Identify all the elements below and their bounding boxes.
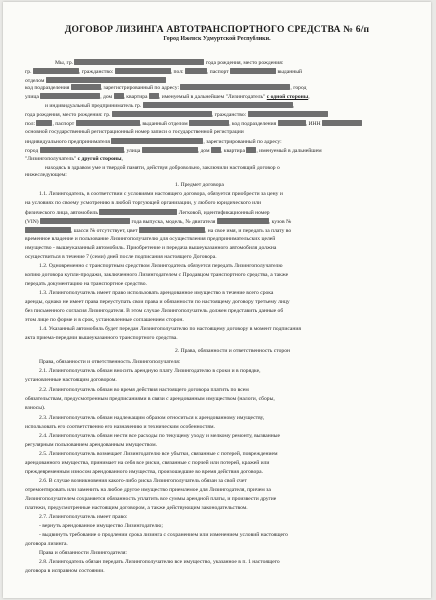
line-text: нижеследующем: [25, 172, 67, 178]
document-line [25, 496, 409, 503]
document-line [25, 348, 409, 355]
line-text: года выпуска, модель, № двигателя [130, 219, 217, 225]
document-line [25, 299, 409, 306]
document-line [25, 93, 409, 101]
line-text: пол: [25, 121, 37, 127]
line-text: , зарегистрированный по адресу: [100, 85, 181, 91]
document-line [25, 191, 409, 198]
document-line [25, 377, 409, 384]
line-text: 1. Предмет договора [175, 182, 224, 188]
line-text: с другой стороны [77, 156, 122, 162]
document-line [25, 478, 409, 485]
document-line [25, 460, 409, 467]
line-text: , гражданство: [211, 112, 248, 118]
line-text: имущество - вышеуказанный автомобиль. Приобретение и передача вышеуказанного автомобиля должна [25, 245, 277, 251]
document-line [25, 568, 409, 575]
redaction-block [40, 93, 100, 99]
document-line [25, 550, 409, 557]
line-text: , паспорт [207, 69, 231, 75]
line-text: , пол: [170, 69, 185, 75]
line-text: копию договора купли-продажи, заключенного Лизингодателем с Продавцом транспортного средства, а также [25, 272, 289, 278]
document-line [25, 200, 409, 207]
line-text: - выдвинуть требование о продлении срока лизинга с сохранением или изменением условий настоящего [39, 532, 288, 538]
redaction-block [74, 59, 204, 65]
line-text: , квартира [123, 94, 149, 100]
redaction-block [40, 147, 124, 153]
line-text: Права, обязанности и ответственность Лизингополучателя: [39, 359, 181, 365]
line-text: установленные настоящим договором. [25, 377, 117, 383]
line-text: - вернуть арендованное имущество Лизингодателю; [39, 523, 163, 529]
redaction-block [143, 102, 293, 108]
line-text: , дом [197, 148, 211, 154]
line-text: Права и обязанности Лизингодателя: [39, 550, 127, 556]
line-text: с одной стороны [266, 94, 309, 100]
document-line [25, 209, 409, 217]
document-line [25, 368, 409, 375]
document-line [25, 326, 409, 333]
line-text: передать документацию на транспортное средство. [25, 281, 147, 287]
line-text: , паспорт [52, 121, 76, 127]
line-text: отремонтировать или заменить на любое другое имущество приемлемое для Лизингодателя, причем за [25, 487, 271, 493]
redaction-block [25, 227, 71, 233]
line-text: осуществиться в течение 7 (семи) дней после подписания настоящего Договора. [25, 254, 217, 260]
document-line [25, 541, 409, 548]
document-line [25, 359, 409, 366]
document-line [25, 59, 409, 67]
document-line [25, 396, 409, 403]
line-text: выданный [276, 69, 302, 75]
line-text: акта приема-передачи вышеуказанного транспортного средства. [25, 335, 178, 341]
line-text: Лизингополучателем сохраняется обязанность уплатить все суммы арендной платы, и произвести другие [25, 496, 277, 502]
document-line [25, 559, 409, 566]
document-line [25, 147, 409, 155]
document-line [25, 68, 409, 76]
line-text: "Лизингополучатель" [25, 156, 78, 162]
document-line [25, 335, 409, 342]
document-line [25, 514, 409, 521]
line-text: 2.8. Лизингодатель обязан передать Лизингополучателю все имущество, указанное в п. 1 настоящего [39, 559, 280, 565]
line-text: договора в исправном состоянии. [25, 568, 105, 574]
line-text: , гражданство: [78, 69, 115, 75]
line-text: гр. [25, 69, 33, 75]
redaction-block [115, 68, 171, 74]
document-line [25, 111, 409, 119]
document-line [25, 227, 409, 235]
line-text: Легковой, идентификационный номер [177, 210, 270, 216]
document-line [25, 317, 409, 324]
redaction-block [139, 227, 205, 233]
redaction-block [112, 111, 212, 117]
document-line [25, 523, 409, 530]
redaction-block [40, 218, 130, 224]
line-text: , шасси № отсутствует, цвет [71, 228, 139, 234]
line-text: , [121, 156, 123, 162]
line-text: 2.5. Лизингополучатель возмещает Лизингодателю все убытки, связанные с потерей, повреждением [39, 451, 278, 457]
line-text: 2.2. Лизингополучатель обязан во время действия настоящего договора платить по всем [39, 387, 249, 393]
redaction-block [185, 68, 207, 74]
line-text: взносы). [25, 405, 46, 411]
line-text: отделом [25, 78, 46, 84]
document-line [25, 442, 409, 449]
line-text: , код подразделения [229, 121, 278, 127]
line-text: , город [290, 85, 307, 91]
redaction-block [246, 147, 256, 153]
line-text: без письменного согласия Лизингодателя. В этом случае Лизингополучатель должен представить данные об [25, 308, 284, 314]
line-text: 1.1. Лизингодатель, в соответствии с условиями настоящего договора, обязуется приобрести за цену и [39, 191, 283, 197]
line-text: временное владение и пользование Лизингополучателю для осуществления предпринимательских целей [25, 236, 276, 242]
document-line [25, 387, 409, 394]
line-text: 1.4. Указанный автомобиль будет передан Лизингополучателю по настоящему договору в момент подписания [39, 326, 301, 332]
redaction-block [33, 68, 79, 74]
line-text: , зарегистрированный по адресу: [203, 139, 282, 145]
document-line [25, 290, 409, 297]
document-line [25, 433, 409, 440]
document-line [25, 405, 409, 412]
document-line [25, 281, 409, 288]
redaction-block [211, 147, 221, 153]
line-text: платежи, предусмотренные настоящим договором, а также действующим законодательством. [25, 505, 248, 511]
line-text: , [308, 94, 310, 100]
line-text: 2.4. Лизингополучатель обязан нести все расходы по текущему уходу и мелкому ремонту, вызванные [39, 433, 280, 439]
document-line [25, 218, 409, 226]
document-line [25, 272, 409, 279]
line-text: код подразделения [25, 85, 71, 91]
redaction-block [114, 93, 124, 99]
line-text: , именуемый в дальнейшем [256, 148, 322, 154]
document-line [25, 129, 409, 136]
line-text: 2.3. Лизингополучатель обязан надлежащим образом относиться к арендованному имуществу, [39, 415, 265, 421]
redaction-block [217, 218, 269, 224]
line-text: , [292, 103, 295, 109]
line-text: , дом [100, 94, 114, 100]
document-body [3, 2, 431, 598]
line-text: использовать его соответственно его назначению и техническим особенностям. [25, 424, 215, 430]
line-text: аренды, однако не имеет права переуступать свои права и обязанности по настоящему договору третьему лицу [25, 299, 290, 305]
redaction-block [99, 209, 177, 215]
document-line [25, 254, 409, 261]
redaction-block [180, 84, 290, 90]
line-text: преждевременным износом арендованного имущества, произошедшие во время действия договора. [25, 469, 264, 475]
line-text: на условиях по своему усмотрению в любой торгующей организации, у любого юридического или [25, 200, 261, 206]
document-line [25, 172, 409, 179]
redaction-block [322, 120, 362, 126]
document-line [25, 532, 409, 539]
line-text: обязательствам, предусмотренным предписаниями в связи с арендованным имуществом (налоги, сборы, [25, 396, 275, 402]
line-text: физического лица, автомобиль [25, 210, 100, 216]
document-line [25, 236, 409, 243]
redaction-block [46, 77, 166, 83]
redaction-block [189, 120, 229, 126]
document-line [25, 102, 409, 110]
line-text: договора лизинга. [25, 541, 68, 547]
line-text: , кузов № [268, 219, 292, 225]
redaction-block [76, 120, 140, 126]
line-text: находясь в здравом уме и твердой памяти, действуя добровольно, заключили настоящий договор о [45, 165, 280, 171]
line-text: , на свое имя, и передать за плату во [204, 228, 292, 234]
document-line [25, 308, 409, 315]
line-text: город [25, 148, 40, 154]
document-line [25, 84, 409, 92]
document-subtitle: Город Ижевск Удмуртской Республики. [163, 36, 271, 42]
redaction-block [248, 111, 328, 117]
document-sheet [3, 2, 431, 598]
redaction-block [230, 68, 276, 74]
redaction-block [149, 93, 159, 99]
document-line [25, 156, 409, 163]
document-title: ДОГОВОР ЛИЗИНГА АВТОТРАНСПОРТНОГО СРЕДСТВА № 6/п [64, 24, 370, 35]
line-text: улица [25, 94, 41, 100]
document-line [25, 451, 409, 458]
document-line [25, 120, 409, 128]
line-text: года рождения, место рождения: гр. [25, 112, 112, 118]
line-text: Мы, гр. [55, 60, 75, 66]
line-text: индивидуального предпринимателя [25, 139, 112, 145]
redaction-block [278, 120, 306, 126]
document-line [25, 424, 409, 431]
document-line [25, 182, 409, 189]
document-line [25, 165, 409, 172]
document-line [25, 487, 409, 494]
line-text: , ИНН [305, 121, 322, 127]
document-line [25, 505, 409, 512]
redaction-block [71, 84, 101, 90]
line-text: , квартира [220, 148, 247, 154]
line-text: 2.7. Лизингополучатель имеет право: [39, 514, 128, 520]
redaction-block [142, 147, 198, 153]
line-text: года рождения, место рождения: [204, 60, 284, 66]
line-text: и индивидуальный предприниматель гр. [45, 103, 143, 109]
redaction-block [111, 138, 203, 144]
line-text: (VIN) [25, 219, 41, 225]
line-text: арендованного имущества, принимает на себя все риски, связанные с порчей или потерей, кражей или [25, 460, 270, 466]
line-text: , именуемый в дальнейшем "Лизингодатель" [158, 94, 267, 100]
line-text: 2.1. Лизингополучатель обязан вносить арендную плату Лизингодателю в сроки и в порядке, [39, 368, 261, 374]
line-text: , улица [123, 148, 142, 154]
line-text: регулярным пользованием арендованным имуществом. [25, 442, 158, 448]
redaction-block [36, 120, 52, 126]
document-line [25, 415, 409, 422]
line-text: основной государственный регистрационный номер записи о государственной регистрации [25, 129, 244, 135]
line-text: , выданный отделом [139, 121, 190, 127]
line-text: 2. Права, обязанности и ответственность сторон [175, 348, 290, 354]
document-line [25, 138, 409, 146]
document-line [25, 263, 409, 270]
line-text: 2.6. В случае возникновения какого-либо риска Лизингополучатель обязан за свой счет [39, 478, 247, 484]
line-text: 1.2. Одновременно с транспортным средством Лизингодатель обязуется передать Лизингополучателю [39, 263, 283, 269]
document-line [25, 245, 409, 252]
document-line [25, 469, 409, 476]
line-text: этом лице по форме и в срок, установленные соглашением сторон. [25, 317, 184, 323]
line-text: 1.3. Лизингополучатель имеет право использовать арендованное имущество в течение всего срока [39, 290, 274, 296]
